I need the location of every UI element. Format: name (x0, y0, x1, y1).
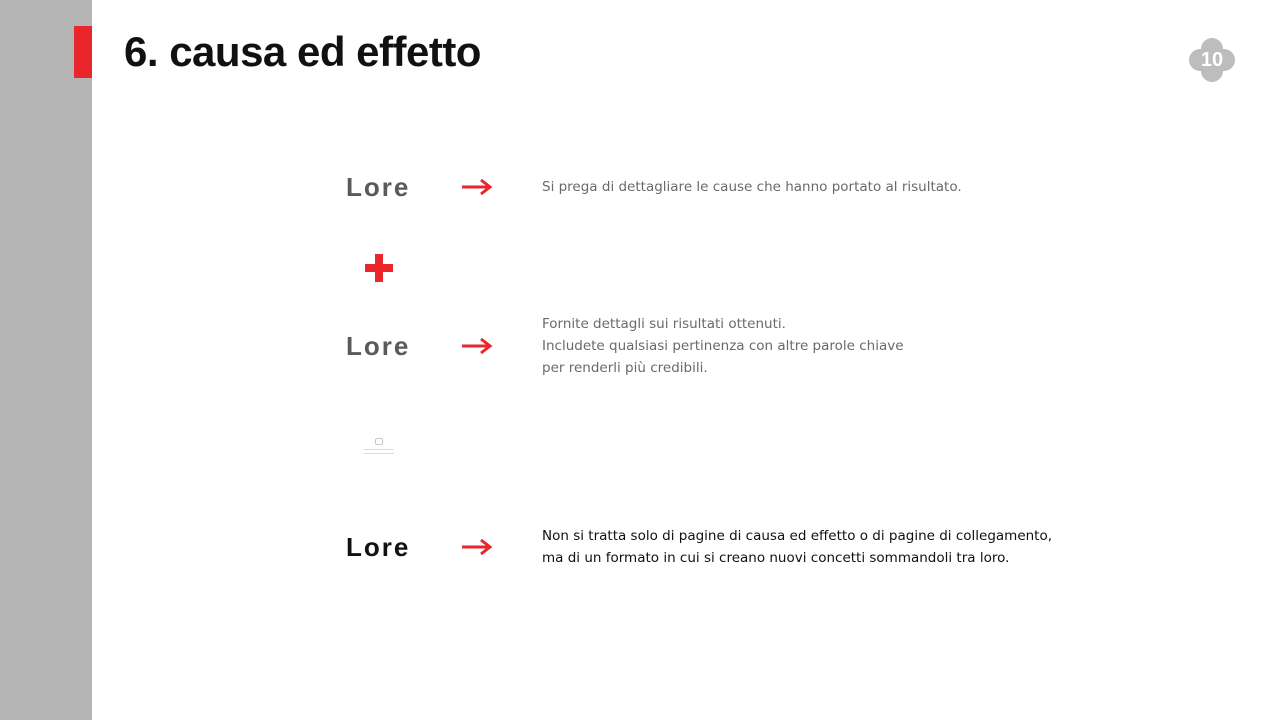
row-2-line-1: Fornite dettagli sui risultati ottenuti. (542, 316, 786, 332)
row-3-line-1: Non si tratta solo di pagine di causa ed effetto o di pagine di collegamento, (542, 528, 1053, 544)
plus-icon (363, 252, 395, 284)
image-placeholder-icon (358, 430, 400, 460)
row-2-description (542, 313, 904, 379)
arrow-right-icon (460, 336, 494, 356)
page-number: 10 (1200, 49, 1224, 71)
page-title: 6. causa ed effetto (124, 28, 481, 75)
row-1-description (542, 176, 962, 198)
arrow-right-icon (460, 537, 494, 557)
row-3-description (542, 525, 1052, 569)
row-2-line-3: per renderli più credibili. (542, 360, 708, 376)
page-number-badge (1189, 38, 1235, 82)
placeholder-glyph-icon (375, 438, 383, 445)
placeholder-line (364, 453, 394, 454)
row-2-line-2: Includete qualsiasi pertinenza con altre parole chiave (542, 338, 904, 354)
row-1-label: Lore (346, 172, 411, 202)
left-sidebar-bar (0, 0, 92, 720)
row-1-line-1: Si prega di dettagliare le cause che hanno portato al risultato. (542, 179, 962, 195)
placeholder-line (364, 449, 394, 450)
row-3-line-2: ma di un formato in cui si creano nuovi concetti sommandoli tra loro. (542, 550, 1010, 566)
row-3-label: Lore (346, 532, 411, 562)
title-accent-bar (74, 26, 92, 78)
row-2-label: Lore (346, 331, 411, 361)
arrow-right-icon (460, 177, 494, 197)
